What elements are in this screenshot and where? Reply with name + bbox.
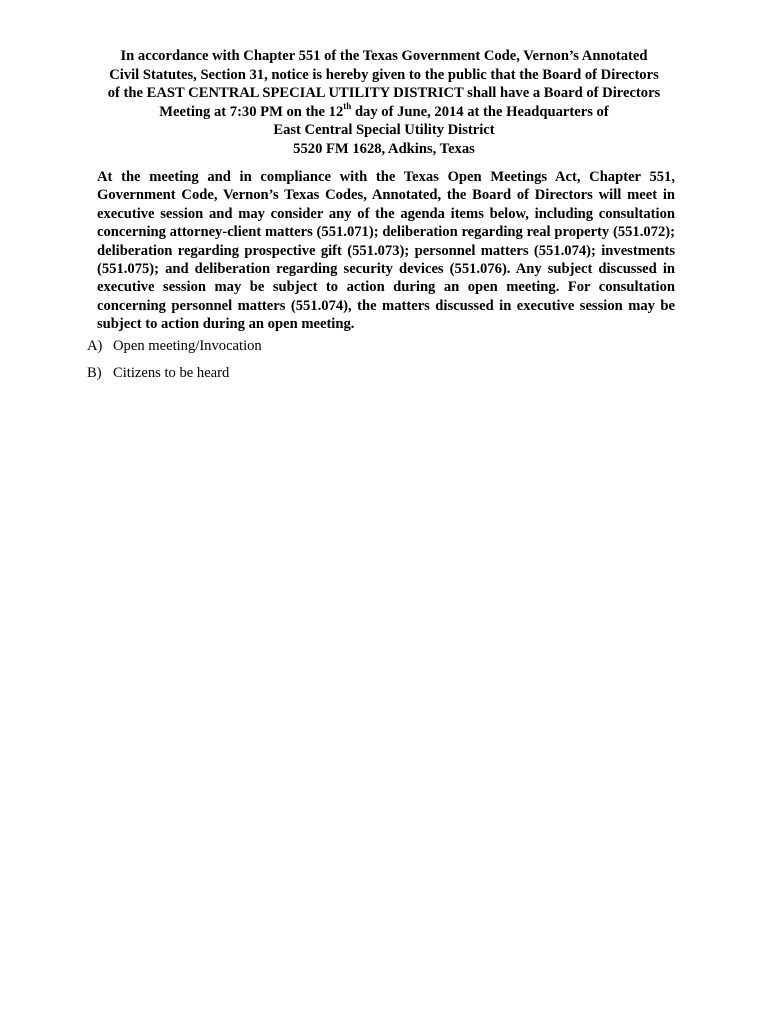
- notice-line-2: Civil Statutes, Section 31, notice is hereby given to the public that the Board of Directors: [109, 66, 659, 83]
- agenda-item-text: Citizens to be heard: [113, 364, 230, 381]
- notice-line-4: [84, 100, 684, 122]
- agenda-item-letter: B): [87, 364, 102, 381]
- executive-session-paragraph: At the meeting and in compliance with the Texas Open Meetings Act, Chapter 551, Government Code, Vernon’s Texas Codes, Annotated, the Board of Directors will meet in executive session and may consider any of the agenda items below, including consultation concerning attorney-client matters (551.071); deliberation regarding real property (551.072); deliberation regarding prospective gift (551.073); personnel matters (551.074); investments (551.075); and deliberation regarding security devices (551.076). Any subject discussed in executive session may be subject to action during an open meeting. For consultation concerning personnel matters (551.074), the matters discussed in executive session may be subject to action during an open meeting.: [97, 169, 675, 333]
- meeting-date-text: day of June, 2014 at the Headquarters of: [351, 103, 609, 120]
- notice-line-5: East Central Special Utility District: [273, 122, 495, 139]
- meeting-notice-heading: [84, 47, 684, 159]
- agenda-item-a: [87, 337, 677, 355]
- agenda-list: [87, 337, 677, 390]
- agenda-item-letter: A): [87, 338, 103, 354]
- ordinal-suffix: th: [343, 100, 352, 111]
- agenda-item-b: [87, 364, 677, 382]
- notice-line-1: In accordance with Chapter 551 of the Texas Government Code, Vernon’s Annotated: [120, 48, 648, 64]
- agenda-item-text: Open meeting/Invocation: [113, 338, 262, 354]
- meeting-time-text: Meeting at 7:30 PM on the 12: [159, 103, 344, 120]
- notice-line-3: of the EAST CENTRAL SPECIAL UTILITY DISTRICT shall have a Board of Directors: [107, 85, 661, 102]
- notice-line-6: 5520 FM 1628, Adkins, Texas: [293, 140, 475, 157]
